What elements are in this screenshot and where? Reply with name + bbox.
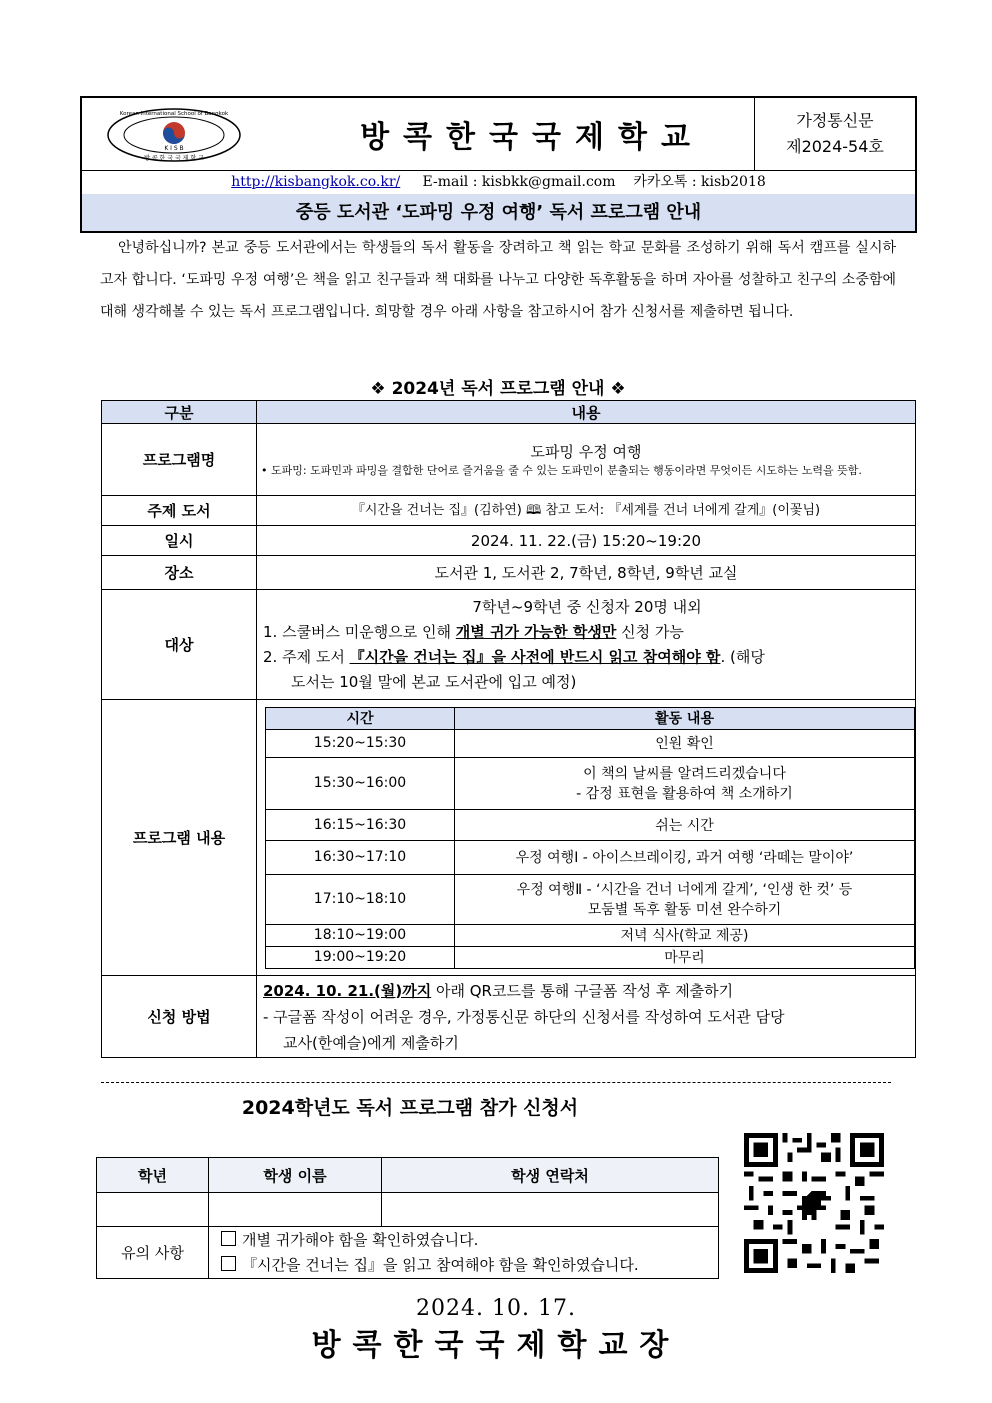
schedule-time: 18:10~19:00 [266,924,455,946]
schedule-activity-line: - 감정 표현을 활용하여 책 소개하기 [576,786,793,802]
notice-title: 중등 도서관 ‘도파밍 우정 여행’ 독서 프로그램 안내 [82,194,915,231]
form-col-contact: 학생 연락처 [382,1158,719,1193]
notes-label: 유의 사항 [97,1227,209,1279]
newsletter-label: 가정통신문 [796,111,874,130]
school-url-link[interactable]: http://kisbangkok.co.kr/ [231,174,401,190]
target-condition-1 [263,620,911,645]
schedule-row [266,757,915,809]
checkbox-2[interactable] [221,1256,236,1271]
program-table [101,400,916,1058]
program-name-label: 프로그램명 [102,424,257,496]
place-value: 도서관 1, 도서관 2, 7학년, 8학년, 9학년 교실 [257,556,916,590]
book-value: 『시간을 건너는 집』(김하연) 🕮 참고 도서: 『세계를 건너 너에게 갈게』(이꽃님) [257,496,916,526]
schedule-activity-line: 마무리 [664,950,705,966]
target-condition-2-cont: 도서는 10월 말에 본교 도서관에 입고 예정) [291,672,577,691]
notes-cell [209,1227,719,1279]
schedule-activity [455,757,915,809]
program-name-note: • 도파밍: 도파민과 파밍을 결합한 단어로 즐거움을 줄 수 있는 도파민이 분출되는 행동이라면 무엇이든 시도하는 노력을 뜻함. [261,463,862,477]
apply-line-3: 교사(한예슬)에게 제출하기 [283,1033,459,1052]
kakao-text: 카카오톡 : kisb2018 [633,174,766,190]
apply-line-2: - 구글폼 작성이 어려운 경우, 가정통신문 하단의 신청서를 작성하여 도서관 담당 [263,1007,785,1026]
place-label: 장소 [102,556,257,590]
schedule-activity-line: 저녁 식사(학교 제공) [620,928,749,944]
schedule-activity [455,840,915,874]
content-label: 프로그램 내용 [102,700,257,976]
schedule-activity [455,809,915,840]
issue-date: 2024. 10. 17. [416,1296,576,1321]
target-condition-2 [263,645,911,670]
letterhead-top [82,98,915,171]
letterhead [80,96,917,233]
book-label: 주제 도서 [102,496,257,526]
school-name: 방콕한국국제학교 [360,120,704,155]
apply-label: 신청 방법 [102,976,257,1058]
schedule-activity [455,729,915,757]
check-1-text: 개별 귀가해야 함을 확인하였습니다. [242,1230,479,1249]
qr-code[interactable] [744,1133,884,1273]
schedule-activity-line: 모둠별 독후 활동 미션 완수하기 [587,902,782,918]
program-name-value: 도파밍 우정 여행 [530,442,642,461]
schedule-time: 15:30~16:00 [266,757,455,809]
grade-input[interactable] [97,1193,209,1227]
date-label: 일시 [102,526,257,556]
apply-line-1 [263,978,911,1004]
schedule-cell [257,700,916,976]
program-heading: ❖ 2024년 독서 프로그램 안내 ❖ [370,379,626,399]
schedule-table [265,707,915,969]
target-1-text-c: 신청 가능 [616,622,684,641]
col-content-header: 내용 [257,401,916,424]
target-2-text-c: . (해당 [720,647,765,666]
contact-line [82,170,915,195]
newsletter-box [754,98,915,170]
email-text: E-mail : kisbkk@gmail.com [422,174,616,190]
application-form-table [96,1157,719,1279]
schedule-time: 19:00~19:20 [266,946,455,968]
schedule-activity-line: 인원 확인 [655,736,714,752]
date-value: 2024. 11. 22.(금) 15:20~19:20 [257,526,916,556]
logo-top-text: Korean International School of Bangkok [119,111,229,117]
schedule-row [266,924,915,946]
schedule-activity-line: 우정 여행Ⅰ - 아이스브레이킹, 과거 여행 ‘라떼는 말이야’ [515,850,854,866]
target-label: 대상 [102,590,257,700]
schedule-activity [455,946,915,968]
target-summary: 7학년~9학년 중 신청자 20명 내외 [472,597,702,616]
contact-input[interactable] [382,1193,719,1227]
checkbox-1[interactable] [221,1231,236,1246]
form-col-name: 학생 이름 [209,1158,382,1193]
schedule-activity [455,874,915,924]
check-row-1 [221,1228,714,1253]
newsletter-number: 제2024-54호 [786,137,884,156]
schedule-activity-line: 이 책의 날씨를 알려드리겠습니다 [583,766,786,782]
sched-time-header: 시간 [266,707,455,729]
school-logo [104,106,244,164]
schedule-time: 15:20~15:30 [266,729,455,757]
name-input[interactable] [209,1193,382,1227]
check-row-2 [221,1253,714,1278]
program-name-cell [257,424,916,496]
logo-bottom-text: 방 콕 한 국 국 제 학 교 [144,155,204,162]
form-title: 2024학년도 독서 프로그램 참가 신청서 [241,1097,579,1119]
sched-activity-header: 활동 내용 [455,707,915,729]
schedule-row [266,946,915,968]
apply-deadline: 2024. 10. 21.(월)까지 [263,981,432,1000]
schedule-row [266,809,915,840]
schedule-row [266,840,915,874]
target-2-emphasis: 『시간을 건너는 집』을 사전에 반드시 읽고 참여해야 함 [349,647,721,666]
schedule-time: 16:15~16:30 [266,809,455,840]
intro-paragraph: 안녕하십니까? 본교 중등 도서관에서는 학생들의 독서 활동을 장려하고 책 읽는 학교 문화를 조성하기 위해 독서 캠프를 실시하고자 합니다. ‘도파밍 우정 여행’은 책을 읽고 친구들과 책 대화를 나누고 다양한 독후활동을 하며 자아를 성찰하고 친구의 소중함에 대해 생각해볼 수 있는 독서 프로그램입니다. 희망할 경우 아래 사항을 참고하시어 참가 신청서를 제출하면 됩니다. [100,240,896,320]
schedule-row [266,874,915,924]
logo-mark-text: K I S B [164,145,184,152]
cut-line [101,1082,891,1083]
schedule-time: 17:10~18:10 [266,874,455,924]
apply-cell [257,976,916,1058]
check-2-text: 『시간을 건너는 집』을 읽고 참여해야 함을 확인하였습니다. [242,1255,639,1274]
apply-line-1-rest: 아래 QR코드를 통해 구글폼 작성 후 제출하기 [431,981,734,1000]
target-2-text-a: 2. 주제 도서 [263,647,350,666]
principal-signature: 방콕한국국제학교장 [311,1328,681,1363]
schedule-activity-line: 쉬는 시간 [655,817,714,834]
schedule-time: 16:30~17:10 [266,840,455,874]
target-1-emphasis: 개별 귀가 가능한 학생만 [455,622,617,641]
schedule-row [266,729,915,757]
target-cell [257,590,916,700]
target-1-text-a: 1. 스쿨버스 미운행으로 인해 [263,622,456,641]
col-category-header: 구분 [102,401,257,424]
schedule-activity-line: 우정 여행Ⅱ - ‘시간을 건너 너에게 갈게’, ‘인생 한 컷’ 등 [516,882,853,898]
schedule-activity [455,924,915,946]
form-col-grade: 학년 [97,1158,209,1193]
